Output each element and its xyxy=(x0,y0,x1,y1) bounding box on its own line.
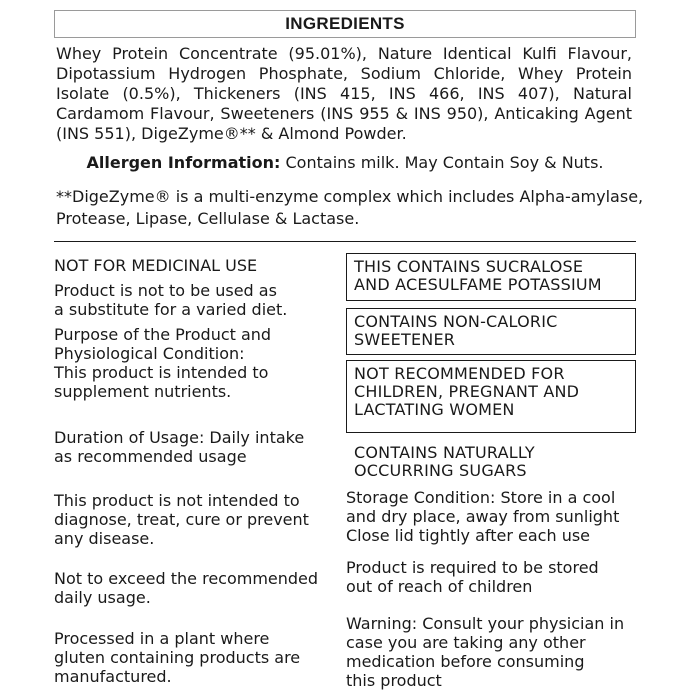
text-line: NOT RECOMMENDED FOR xyxy=(354,364,565,383)
text-line: AND ACESULFAME POTASSIUM xyxy=(354,275,602,294)
text-line: supplement nutrients. xyxy=(54,382,232,401)
ingredients-title: INGREDIENTS xyxy=(54,10,636,38)
ingredients-text: Whey Protein Concentrate (95.01%), Nature Identical Kulfi Flavour, Dipotassium Hydrogen Phosphate, Sodium Chloride, Whey Protein Isolate (0.5%), Thickeners (INS 415, INS 466, INS 407), Natural Cardamom Flavour, Sweeteners (INS 955 & INS 950), Anticaking Agent (INS 551), DigeZyme®** & Almond Powder. xyxy=(56,44,632,143)
text-line: Product is required to be stored xyxy=(346,558,599,577)
text-line: Not to exceed the recommended xyxy=(54,569,319,588)
text-line: this product xyxy=(346,671,442,690)
text-line: any disease. xyxy=(54,529,155,548)
not-substitute-text xyxy=(54,281,287,319)
duration-text xyxy=(54,428,304,466)
section-divider xyxy=(54,241,636,242)
text-line: CHILDREN, PREGNANT AND xyxy=(354,382,580,401)
text-line: THIS CONTAINS SUCRALOSE xyxy=(354,257,584,276)
text-line: Processed in a plant where xyxy=(54,629,270,648)
text-line: gluten containing products are xyxy=(54,648,301,667)
text-line: Storage Condition: Store in a cool xyxy=(346,488,616,507)
not-intended-text xyxy=(54,491,309,548)
processed-text xyxy=(54,629,300,686)
text-line: This product is not intended to xyxy=(54,491,300,510)
warning-text xyxy=(346,614,624,690)
digezyme-note: **DigeZyme® is a multi-enzyme complex which includes Alpha-amylase, Protease, Lipase, Cellulase & Lactase. xyxy=(56,187,644,228)
sucralose-warning-box xyxy=(346,253,636,301)
text-line: and dry place, away from sunlight xyxy=(346,507,620,526)
not-recommended-box xyxy=(346,360,636,433)
text-line: manufactured. xyxy=(54,667,172,686)
text-line: CONTAINS NATURALLY xyxy=(354,443,535,462)
text-line: out of reach of children xyxy=(346,577,533,596)
text-line: case you are taking any other xyxy=(346,633,586,652)
text-line: daily usage. xyxy=(54,588,151,607)
text-line: Physiological Condition: xyxy=(54,344,245,363)
text-line: Purpose of the Product and xyxy=(54,325,272,344)
text-line: Close lid tightly after each use xyxy=(346,526,591,545)
text-line: This product is intended to xyxy=(54,363,269,382)
text-line: SWEETENER xyxy=(354,330,456,349)
purpose-text xyxy=(54,325,271,401)
allergen-label: Allergen Information: xyxy=(86,153,281,172)
text-line: OCCURRING SUGARS xyxy=(354,461,527,480)
allergen-text: Contains milk. May Contain Soy & Nuts. xyxy=(280,153,604,172)
text-line: LACTATING WOMEN xyxy=(354,400,515,419)
natural-sugars-box xyxy=(346,439,636,483)
text-line: a substitute for a varied diet. xyxy=(54,300,288,319)
text-line: as recommended usage xyxy=(54,447,247,466)
not-exceed-text xyxy=(54,569,318,607)
text-line: Product is not to be used as xyxy=(54,281,277,300)
not-medicinal-text: NOT FOR MEDICINAL USE xyxy=(54,256,258,275)
children-storage-text xyxy=(346,558,599,596)
text-line: medication before consuming xyxy=(346,652,585,671)
allergen-information xyxy=(0,152,690,174)
text-line: Duration of Usage: Daily intake xyxy=(54,428,305,447)
text-line: Warning: Consult your physician in xyxy=(346,614,625,633)
storage-text xyxy=(346,488,619,545)
text-line: CONTAINS NON-CALORIC xyxy=(354,312,558,331)
non-caloric-box xyxy=(346,308,636,355)
text-line: diagnose, treat, cure or prevent xyxy=(54,510,309,529)
